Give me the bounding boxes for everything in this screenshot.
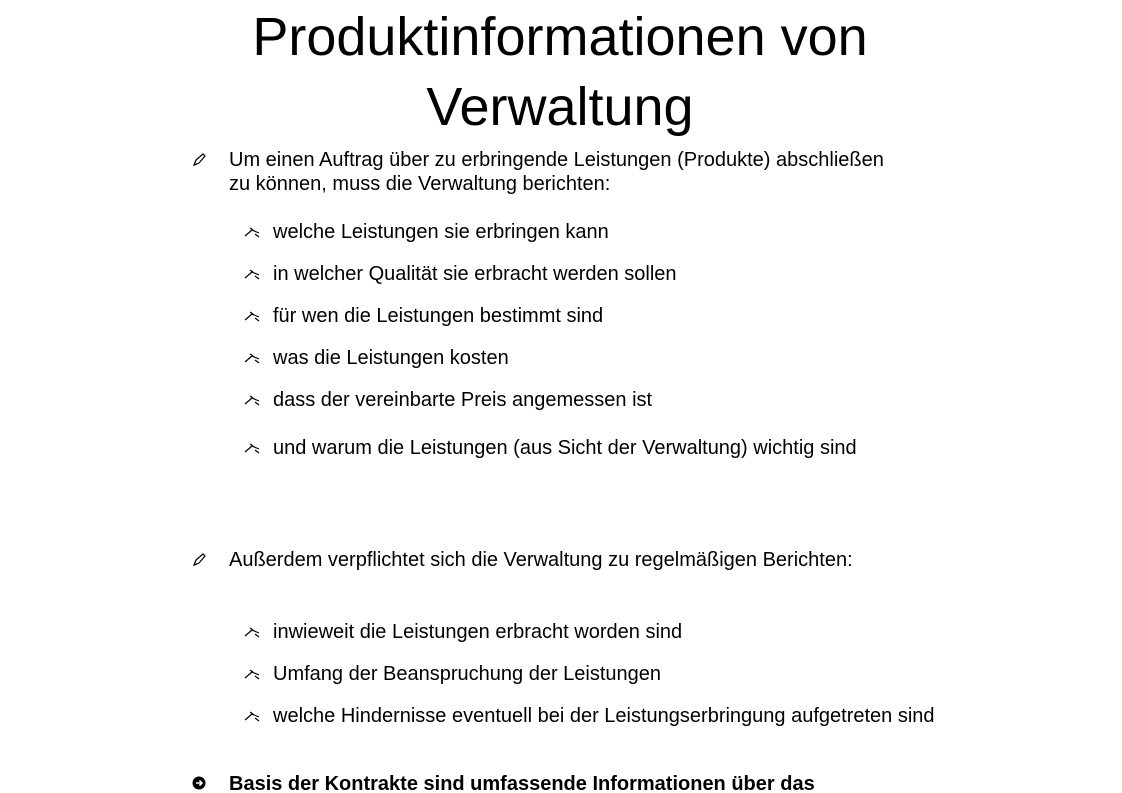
subitem-text: dass der vereinbarte Preis angemessen ist bbox=[273, 389, 653, 411]
writing-hand-icon bbox=[244, 626, 260, 638]
writing-hand-icon bbox=[244, 310, 260, 322]
subitem-text: für wen die Leistungen bestimmt sind bbox=[273, 305, 604, 327]
writing-hand-icon bbox=[244, 442, 260, 454]
slide-title bbox=[150, 2, 970, 142]
subitem-text: welche Leistungen sie erbringen kann bbox=[273, 221, 609, 243]
title-line-2: Verwaltung bbox=[426, 77, 694, 137]
subitem-text: inwieweit die Leistungen erbracht worden sind bbox=[273, 621, 683, 643]
writing-hand-icon bbox=[244, 352, 260, 364]
conclusion-text: Basis der Kontrakte sind umfassende Informationen über das bbox=[229, 773, 815, 793]
subitem-text: in welcher Qualität sie erbracht werden sollen bbox=[273, 263, 677, 285]
subitem-text: welche Hindernisse eventuell bei der Leistungserbringung aufgetreten sind bbox=[273, 705, 935, 727]
pointing-hand-icon bbox=[192, 776, 206, 790]
subitem-text: Umfang der Beanspruchung der Leistungen bbox=[273, 663, 662, 685]
pencil-icon bbox=[192, 553, 206, 567]
writing-hand-icon bbox=[244, 226, 260, 238]
subitem-text: was die Leistungen kosten bbox=[273, 347, 509, 369]
writing-hand-icon bbox=[244, 394, 260, 406]
pencil-icon bbox=[192, 153, 206, 167]
bullet-text: Um einen Auftrag über zu erbringende Leistungen (Produkte) abschließen zu können, muss die Verwaltung berichten: bbox=[229, 149, 884, 195]
writing-hand-icon bbox=[244, 268, 260, 280]
bullet-text: Außerdem verpflichtet sich die Verwaltung zu regelmäßigen Berichten: bbox=[229, 549, 853, 571]
writing-hand-icon bbox=[244, 710, 260, 722]
subitem-text: und warum die Leistungen (aus Sicht der Verwaltung) wichtig sind bbox=[273, 437, 857, 459]
title-line-1: Produktinformationen von bbox=[252, 7, 868, 67]
writing-hand-icon bbox=[244, 668, 260, 680]
